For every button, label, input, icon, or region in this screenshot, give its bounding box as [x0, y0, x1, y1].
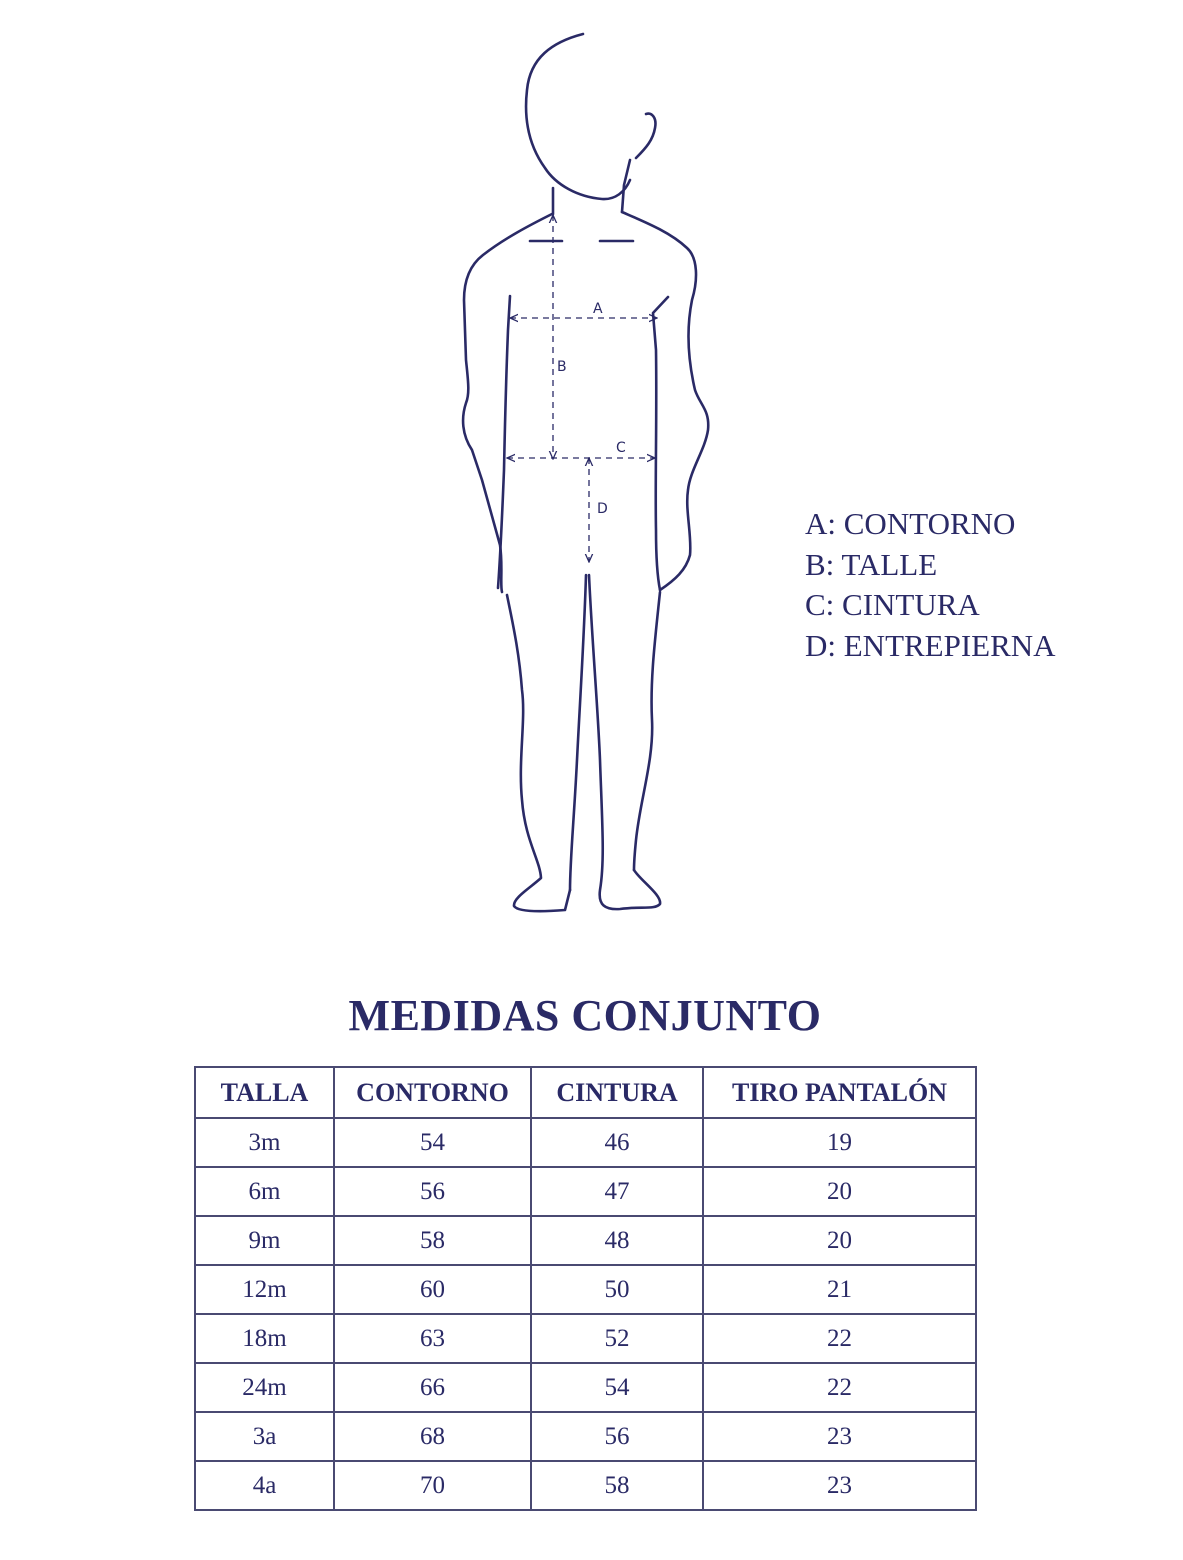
cell-cintura: 52 — [531, 1314, 703, 1363]
table-row — [195, 1412, 976, 1461]
table-row — [195, 1461, 976, 1510]
cell-talla: 24m — [195, 1363, 334, 1412]
cell-cintura: 56 — [531, 1412, 703, 1461]
left-leg-inner — [570, 575, 586, 890]
ear-outline — [636, 114, 655, 158]
right-shoulder — [622, 212, 708, 590]
cell-talla: 4a — [195, 1461, 334, 1510]
cell-cintura: 46 — [531, 1118, 703, 1167]
cell-cintura: 50 — [531, 1265, 703, 1314]
cell-cintura: 58 — [531, 1461, 703, 1510]
cell-talla: 12m — [195, 1265, 334, 1314]
cell-tiro: 20 — [703, 1167, 976, 1216]
right-leg-inner — [589, 575, 660, 909]
left-shoulder — [463, 214, 552, 592]
header-tiro-pantalon: TIRO PANTALÓN — [703, 1067, 976, 1118]
header-talla: TALLA — [195, 1067, 334, 1118]
cell-talla: 9m — [195, 1216, 334, 1265]
cell-contorno: 70 — [334, 1461, 531, 1510]
cell-talla: 6m — [195, 1167, 334, 1216]
table-header-row — [195, 1067, 976, 1118]
size-table — [194, 1066, 977, 1511]
body-silhouette — [463, 34, 708, 911]
table-row — [195, 1167, 976, 1216]
cell-tiro: 20 — [703, 1216, 976, 1265]
cell-contorno: 56 — [334, 1167, 531, 1216]
cell-tiro: 23 — [703, 1461, 976, 1510]
legend-item-c: C: CINTURA — [805, 587, 980, 622]
cell-tiro: 21 — [703, 1265, 976, 1314]
cell-contorno: 58 — [334, 1216, 531, 1265]
page-title: MEDIDAS CONJUNTO — [348, 991, 822, 1040]
cell-tiro: 22 — [703, 1314, 976, 1363]
header-cintura: CINTURA — [531, 1067, 703, 1118]
cell-tiro: 19 — [703, 1118, 976, 1167]
cell-contorno: 68 — [334, 1412, 531, 1461]
table-row — [195, 1216, 976, 1265]
head-outline — [526, 34, 630, 199]
right-underarm — [653, 297, 668, 590]
right-leg-outer — [634, 592, 660, 870]
label-d: D — [597, 501, 608, 517]
cell-cintura: 47 — [531, 1167, 703, 1216]
cell-cintura: 54 — [531, 1363, 703, 1412]
cell-talla: 18m — [195, 1314, 334, 1363]
cell-cintura: 48 — [531, 1216, 703, 1265]
cell-contorno: 60 — [334, 1265, 531, 1314]
cell-contorno: 63 — [334, 1314, 531, 1363]
label-a: A — [593, 301, 603, 317]
measurement-guides — [507, 215, 657, 562]
cell-contorno: 66 — [334, 1363, 531, 1412]
table-row — [195, 1265, 976, 1314]
left-underarm — [498, 296, 510, 588]
cell-tiro: 23 — [703, 1412, 976, 1461]
cell-contorno: 54 — [334, 1118, 531, 1167]
legend-item-d: D: ENTREPIERNA — [805, 627, 1056, 663]
label-b: B — [557, 359, 567, 375]
cell-talla: 3a — [195, 1412, 334, 1461]
left-leg-outer — [507, 595, 570, 911]
label-c: C — [616, 440, 626, 456]
legend-item-b: B: TALLE — [805, 546, 938, 582]
cell-talla: 3m — [195, 1118, 334, 1167]
table-row — [195, 1363, 976, 1412]
legend-item-a: A: CONTORNO — [805, 506, 1016, 541]
table-row — [195, 1118, 976, 1167]
header-contorno: CONTORNO — [334, 1067, 531, 1118]
table-row — [195, 1314, 976, 1363]
cell-tiro: 22 — [703, 1363, 976, 1412]
measurement-legend — [805, 504, 1056, 666]
